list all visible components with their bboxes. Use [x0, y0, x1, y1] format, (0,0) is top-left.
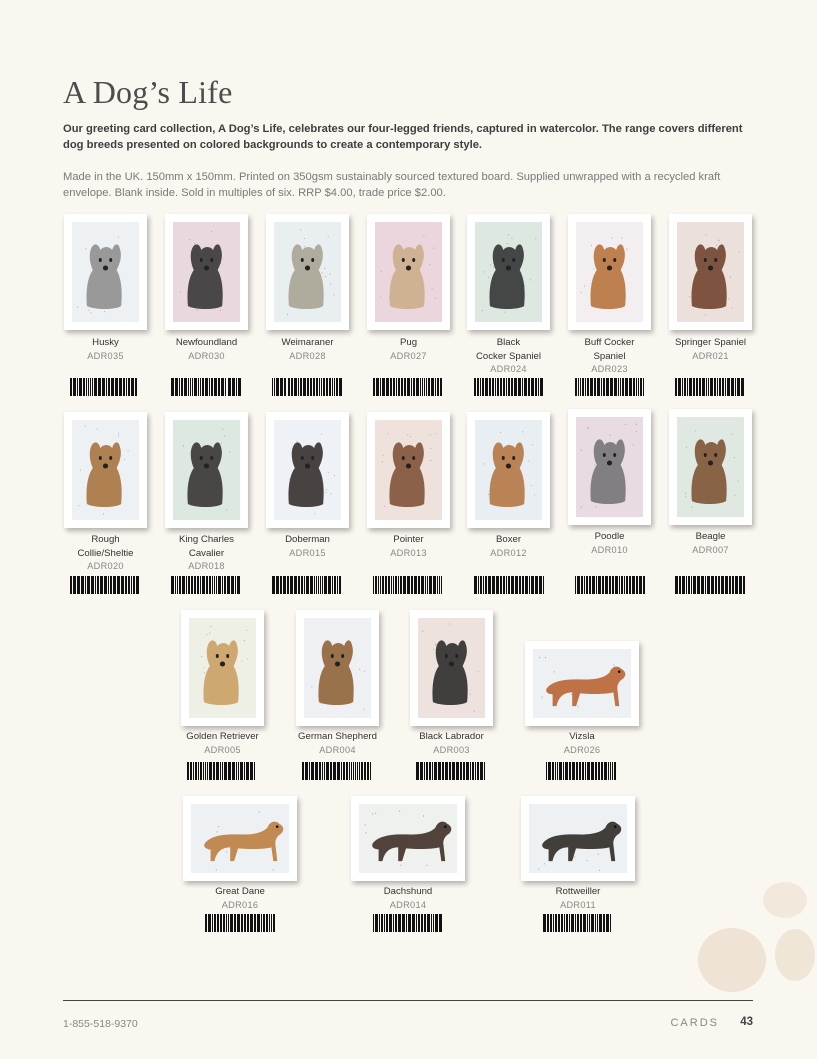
product-code: ADR005 [204, 744, 241, 755]
product-card [525, 641, 639, 782]
product-code: ADR030 [188, 350, 225, 361]
card-name: Black Labrador [419, 731, 484, 742]
card-image [296, 610, 379, 726]
intro-paragraph: Our greeting card collection, A Dog’s Life, celebrates our four-legged friends, captured in watercolor. The range covers different dog breeds presented on colored backgrounds to create a contemporary style. [63, 123, 743, 151]
product-card [568, 214, 651, 398]
barcode [474, 378, 544, 396]
barcode [575, 378, 645, 396]
card-image [64, 412, 147, 528]
barcode [373, 914, 443, 932]
barcode [474, 576, 544, 594]
footer-section-label: CARDS [670, 1017, 719, 1029]
card-name: Boxer [495, 534, 522, 545]
product-card [367, 214, 450, 398]
barcode [373, 576, 443, 594]
card-name: Beagle [695, 531, 726, 542]
product-card [521, 796, 635, 934]
barcode [70, 378, 140, 396]
details-paragraph: Made in the UK. 150mm x 150mm. Printed on 350gsm sustainably sourced textured board. Supplied unwrapped with a recycled kraft envelope. Blank inside. Sold in multiples of six. RRP $4.00, trade price $2.00. [63, 171, 721, 199]
product-card [410, 610, 493, 782]
card-image [351, 796, 465, 881]
card-image [183, 796, 297, 881]
barcode [575, 576, 645, 594]
footer-divider [63, 1000, 753, 1001]
product-code: ADR021 [692, 350, 729, 361]
product-code: ADR014 [389, 899, 427, 910]
card-image [568, 409, 651, 525]
barcode [543, 914, 613, 932]
card-name: Black Cocker Spaniel [475, 337, 542, 362]
barcode [416, 762, 486, 780]
card-image [525, 641, 639, 726]
product-card [266, 214, 349, 398]
card-name: King Charles Cavalier [179, 534, 234, 559]
product-card [181, 610, 264, 782]
product-code: ADR010 [591, 544, 628, 555]
product-card [467, 214, 550, 398]
card-name: Rottweiller [555, 886, 601, 897]
card-name: Pointer [393, 534, 424, 545]
product-card [165, 214, 248, 398]
product-card [165, 412, 248, 596]
card-image [181, 610, 264, 726]
product-card [266, 412, 349, 596]
product-card [351, 796, 465, 934]
product-code: ADR018 [188, 561, 225, 571]
card-image [367, 412, 450, 528]
card-name: Rough Collie/Sheltie [77, 534, 134, 559]
barcode [171, 576, 241, 594]
card-name: Dachshund [383, 886, 433, 897]
product-card [183, 796, 297, 934]
product-card [467, 412, 550, 596]
product-code: ADR027 [390, 350, 427, 361]
card-name: German Shepherd [298, 731, 377, 742]
card-image [669, 214, 752, 330]
card-name: Springer Spaniel [675, 337, 746, 348]
card-name: Great Dane [215, 886, 265, 897]
product-code: ADR028 [289, 350, 326, 361]
card-name: Doberman [285, 534, 330, 545]
card-name: Husky [92, 337, 119, 348]
card-image [165, 214, 248, 330]
barcode [302, 762, 372, 780]
product-code: ADR035 [87, 350, 124, 361]
barcode [70, 576, 140, 594]
card-image [521, 796, 635, 881]
card-name: Poodle [594, 531, 625, 542]
card-name: Buff Cocker Spaniel [584, 337, 635, 362]
product-card [669, 214, 752, 398]
card-name: Vizsla [569, 731, 595, 742]
product-code: ADR015 [289, 547, 326, 558]
product-code: ADR007 [692, 544, 729, 555]
product-code: ADR020 [87, 561, 124, 571]
product-code: ADR024 [490, 364, 527, 374]
product-card [64, 214, 147, 398]
card-name: Pug [399, 337, 418, 348]
card-image [568, 214, 651, 330]
barcode [675, 378, 745, 396]
barcode [187, 762, 257, 780]
page-number: 43 [740, 1016, 753, 1028]
product-code: ADR011 [560, 899, 596, 910]
page-title: A Dog’s Life [63, 74, 233, 110]
card-name: Newfoundland [175, 337, 238, 348]
card-image [467, 214, 550, 330]
product-card [669, 409, 752, 596]
card-image [266, 412, 349, 528]
card-image [669, 409, 752, 525]
product-code: ADR023 [591, 364, 628, 374]
product-code: ADR012 [490, 547, 527, 558]
card-image [165, 412, 248, 528]
barcode [272, 576, 342, 594]
card-image [266, 214, 349, 330]
card-image [64, 214, 147, 330]
card-name: Golden Retriever [186, 731, 259, 742]
product-code: ADR026 [563, 744, 601, 755]
card-image [367, 214, 450, 330]
product-code: ADR013 [390, 547, 427, 558]
barcode [373, 378, 443, 396]
product-card [568, 409, 651, 596]
product-card [296, 610, 379, 782]
product-card [367, 412, 450, 596]
paw-print-decoration [690, 870, 817, 1000]
barcode [546, 762, 616, 780]
barcode [205, 914, 275, 932]
barcode [272, 378, 342, 396]
barcode [675, 576, 745, 594]
barcode [171, 378, 241, 396]
product-card [64, 412, 147, 596]
card-image [410, 610, 493, 726]
footer-phone: 1-855-518-9370 [63, 1018, 138, 1030]
card-name: Weimaraner [281, 337, 334, 348]
card-image [467, 412, 550, 528]
product-code: ADR016 [221, 899, 259, 910]
product-code: ADR003 [433, 744, 470, 755]
product-code: ADR004 [319, 744, 356, 755]
